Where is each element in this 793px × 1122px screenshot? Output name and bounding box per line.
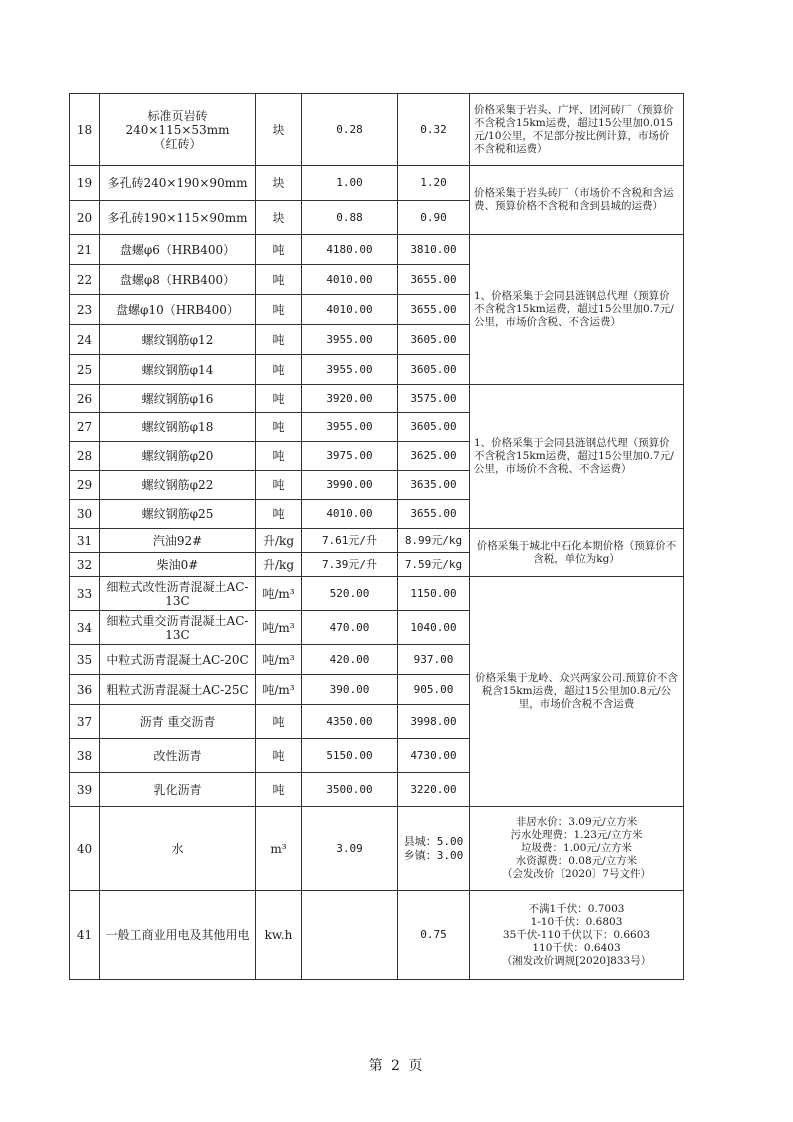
material-name: 细粒式改性沥青混凝土AC-13C bbox=[100, 577, 256, 611]
note-text: 不满1千伏：0.7003 1-10千伏：0.6803 35千伏-110千伏以下：0.6603 110千伏：0.6403 （湘发改价调规[2020]833号） bbox=[501, 902, 652, 967]
note-text: 非居水价：3.09元/立方米 污水处理费：1.23元/立方米 垃圾费：1.00元/立方米 水资源费：0.08元/立方米 （会发改价〔2020〕7号文件） bbox=[502, 816, 651, 880]
material-name: 螺纹钢筋φ12 bbox=[100, 325, 256, 355]
price-note bbox=[470, 94, 684, 166]
material-name: 螺纹钢筋φ14 bbox=[100, 355, 256, 385]
row-number: 25 bbox=[70, 355, 100, 385]
note-text: 价格采集于城北中石化本期价格（预算价不含税，单位为kg） bbox=[476, 539, 677, 565]
price-note bbox=[470, 385, 684, 529]
market-price: 3955.00 bbox=[302, 413, 398, 442]
market-price: 4350.00 bbox=[302, 705, 398, 739]
unit: 吨 bbox=[256, 500, 302, 529]
material-name: 沥青 重交沥青 bbox=[100, 705, 256, 739]
row-number: 40 bbox=[70, 807, 100, 891]
row-number: 38 bbox=[70, 739, 100, 773]
budget-price: 3655.00 bbox=[398, 500, 470, 529]
row-number: 36 bbox=[70, 675, 100, 705]
row-number: 27 bbox=[70, 413, 100, 442]
table-row bbox=[70, 891, 684, 980]
note-text: 价格采集于岩头砖厂（市场价不含税和含运费、预算价格不含税和含到县城的运费） bbox=[474, 187, 674, 212]
market-price: 4010.00 bbox=[302, 295, 398, 325]
budget-price: 3605.00 bbox=[398, 325, 470, 355]
market-price: 3955.00 bbox=[302, 325, 398, 355]
row-number: 31 bbox=[70, 529, 100, 553]
budget-price: 3655.00 bbox=[398, 295, 470, 325]
row-number: 20 bbox=[70, 201, 100, 235]
unit: 吨/m³ bbox=[256, 675, 302, 705]
budget-price: 县城：5.00 乡镇：3.00 bbox=[398, 807, 470, 891]
material-name: 水 bbox=[100, 807, 256, 891]
unit: 吨 bbox=[256, 295, 302, 325]
row-number: 39 bbox=[70, 773, 100, 807]
market-price: 0.88 bbox=[302, 201, 398, 235]
market-price: 390.00 bbox=[302, 675, 398, 705]
unit: 吨 bbox=[256, 413, 302, 442]
budget-price: 3810.00 bbox=[398, 235, 470, 265]
material-name: 螺纹钢筋φ25 bbox=[100, 500, 256, 529]
budget-price: 3655.00 bbox=[398, 265, 470, 295]
budget-price: 4730.00 bbox=[398, 739, 470, 773]
unit: 块 bbox=[256, 166, 302, 201]
row-number: 41 bbox=[70, 891, 100, 980]
unit: 吨 bbox=[256, 385, 302, 413]
market-price: 3955.00 bbox=[302, 355, 398, 385]
market-price: 5150.00 bbox=[302, 739, 398, 773]
row-number: 30 bbox=[70, 500, 100, 529]
material-name: 细粒式重交沥青混凝土AC-13C bbox=[100, 611, 256, 645]
row-number: 22 bbox=[70, 265, 100, 295]
unit: 升/kg bbox=[256, 529, 302, 553]
unit: 吨/m³ bbox=[256, 611, 302, 645]
price-table bbox=[69, 93, 684, 980]
note-text: 价格采集于岩头、广坪、团河砖厂（预算价不含税含15km运费，超过15公里加0.015元/10公里，不足部分按比例计算，市场价不含税和运费） bbox=[474, 103, 674, 155]
material-name: 螺纹钢筋φ18 bbox=[100, 413, 256, 442]
table-row bbox=[70, 94, 684, 166]
material-name: 螺纹钢筋φ22 bbox=[100, 471, 256, 500]
material-name: 一般工商业用电及其他用电 bbox=[100, 891, 256, 980]
material-name: 标准页岩砖 240×115×53mm （红砖） bbox=[100, 94, 256, 166]
material-name: 多孔砖240×190×90mm bbox=[100, 166, 256, 201]
budget-price: 3635.00 bbox=[398, 471, 470, 500]
row-number: 29 bbox=[70, 471, 100, 500]
material-name: 盘螺φ8（HRB400） bbox=[100, 265, 256, 295]
market-price: 4180.00 bbox=[302, 235, 398, 265]
market-price: 4010.00 bbox=[302, 265, 398, 295]
unit: 吨/m³ bbox=[256, 645, 302, 675]
price-note bbox=[470, 891, 684, 980]
material-name: 中粒式沥青混凝土AC-20C bbox=[100, 645, 256, 675]
market-price: 3990.00 bbox=[302, 471, 398, 500]
market-price: 470.00 bbox=[302, 611, 398, 645]
budget-price: 3605.00 bbox=[398, 413, 470, 442]
market-price: 3500.00 bbox=[302, 773, 398, 807]
market-price: 4010.00 bbox=[302, 500, 398, 529]
budget-price: 3998.00 bbox=[398, 705, 470, 739]
unit: 吨 bbox=[256, 355, 302, 385]
unit: 吨 bbox=[256, 265, 302, 295]
material-name: 螺纹钢筋φ16 bbox=[100, 385, 256, 413]
unit: 吨 bbox=[256, 471, 302, 500]
material-name: 多孔砖190×115×90mm bbox=[100, 201, 256, 235]
table-row bbox=[70, 385, 684, 413]
unit: 吨 bbox=[256, 325, 302, 355]
budget-price: 1040.00 bbox=[398, 611, 470, 645]
price-note bbox=[470, 807, 684, 891]
market-price: 3.09 bbox=[302, 807, 398, 891]
price-note bbox=[470, 577, 684, 807]
price-note bbox=[470, 235, 684, 385]
unit: 吨 bbox=[256, 705, 302, 739]
row-number: 26 bbox=[70, 385, 100, 413]
row-number: 33 bbox=[70, 577, 100, 611]
row-number: 23 bbox=[70, 295, 100, 325]
material-name: 乳化沥青 bbox=[100, 773, 256, 807]
row-number: 28 bbox=[70, 442, 100, 471]
row-number: 34 bbox=[70, 611, 100, 645]
table-row bbox=[70, 577, 684, 611]
price-note bbox=[470, 529, 684, 577]
budget-price: 0.75 bbox=[398, 891, 470, 980]
unit: 吨 bbox=[256, 773, 302, 807]
unit: 块 bbox=[256, 94, 302, 166]
budget-price: 937.00 bbox=[398, 645, 470, 675]
market-price: 0.28 bbox=[302, 94, 398, 166]
market-price: 3920.00 bbox=[302, 385, 398, 413]
market-price bbox=[302, 891, 398, 980]
unit: 块 bbox=[256, 201, 302, 235]
material-name: 柴油0# bbox=[100, 553, 256, 577]
budget-price: 905.00 bbox=[398, 675, 470, 705]
market-price: 1.00 bbox=[302, 166, 398, 201]
market-price: 7.61元/升 bbox=[302, 529, 398, 553]
budget-price: 8.99元/kg bbox=[398, 529, 470, 553]
table-row bbox=[70, 166, 684, 201]
unit: 吨/m³ bbox=[256, 577, 302, 611]
budget-price: 7.59元/kg bbox=[398, 553, 470, 577]
market-price: 7.39元/升 bbox=[302, 553, 398, 577]
table-row bbox=[70, 529, 684, 553]
note-text: 1、价格采集于会同县涟钢总代理（预算价不含税含15km运费，超过15公里加0.7元/公里，市场价含税、不含运费） bbox=[474, 290, 674, 328]
budget-price: 3220.00 bbox=[398, 773, 470, 807]
market-price: 420.00 bbox=[302, 645, 398, 675]
unit: 升/kg bbox=[256, 553, 302, 577]
material-name: 盘螺φ10（HRB400） bbox=[100, 295, 256, 325]
material-name: 盘螺φ6（HRB400） bbox=[100, 235, 256, 265]
budget-price: 1150.00 bbox=[398, 577, 470, 611]
page-number: 第 2 页 bbox=[368, 1058, 425, 1074]
budget-price: 3605.00 bbox=[398, 355, 470, 385]
row-number: 32 bbox=[70, 553, 100, 577]
material-name: 汽油92# bbox=[100, 529, 256, 553]
unit: 吨 bbox=[256, 235, 302, 265]
unit: kw.h bbox=[256, 891, 302, 980]
row-number: 21 bbox=[70, 235, 100, 265]
row-number: 35 bbox=[70, 645, 100, 675]
material-name: 粗粒式沥青混凝土AC-25C bbox=[100, 675, 256, 705]
market-price: 3975.00 bbox=[302, 442, 398, 471]
row-number: 18 bbox=[70, 94, 100, 166]
price-note bbox=[470, 166, 684, 235]
unit: m³ bbox=[256, 807, 302, 891]
budget-price: 0.32 bbox=[398, 94, 470, 166]
material-name: 螺纹钢筋φ20 bbox=[100, 442, 256, 471]
budget-price: 3625.00 bbox=[398, 442, 470, 471]
note-text: 价格采集于龙岭、众兴两家公司.预算价不含税含15km运费，超过15公里加0.8元/公里，市场价含税不含运费 bbox=[475, 672, 678, 710]
budget-price: 3575.00 bbox=[398, 385, 470, 413]
unit: 吨 bbox=[256, 739, 302, 773]
table-row bbox=[70, 235, 684, 265]
material-name: 改性沥青 bbox=[100, 739, 256, 773]
budget-price: 0.90 bbox=[398, 201, 470, 235]
row-number: 19 bbox=[70, 166, 100, 201]
row-number: 37 bbox=[70, 705, 100, 739]
note-text: 1、价格采集于会同县涟钢总代理（预算价不含税含15km运费，超过15公里加0.7元/公里，市场价不含税、不含运费） bbox=[474, 437, 674, 475]
table-row bbox=[70, 807, 684, 891]
market-price: 520.00 bbox=[302, 577, 398, 611]
row-number: 24 bbox=[70, 325, 100, 355]
budget-price: 1.20 bbox=[398, 166, 470, 201]
unit: 吨 bbox=[256, 442, 302, 471]
